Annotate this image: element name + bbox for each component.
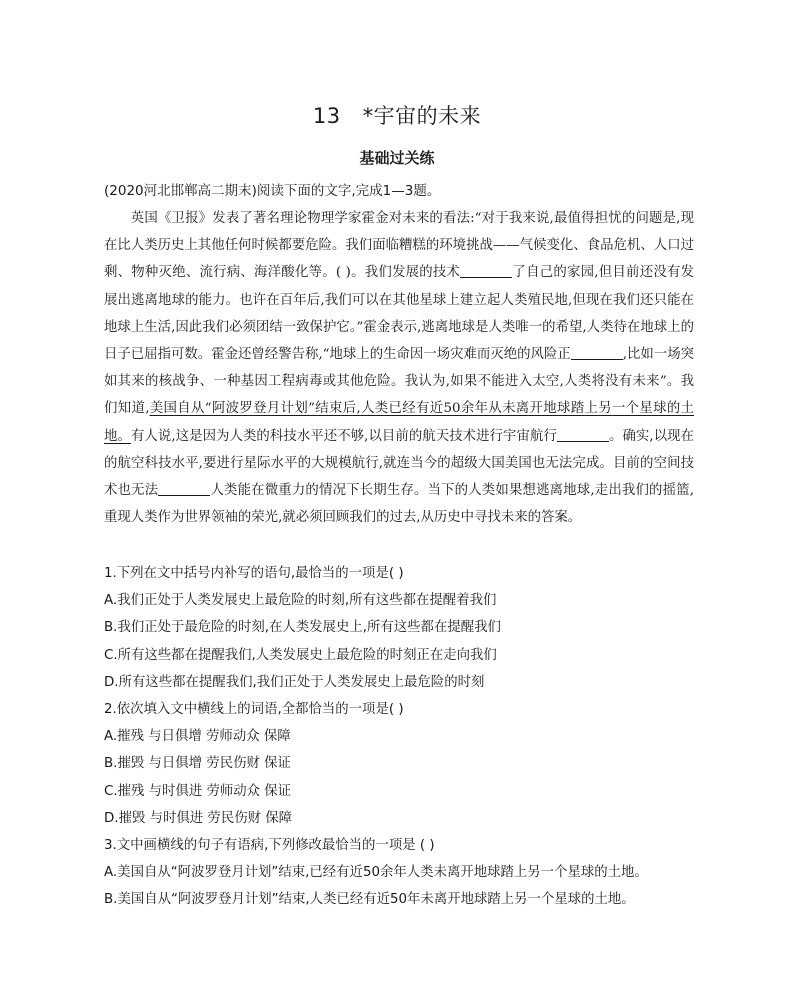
question-3-option-a: A.美国自从“阿波罗登月计划”结束,已经有近50余年人类未离开地球踏上另一个星球的土地。 bbox=[104, 865, 648, 881]
question-2-option-d: D.摧毁 与时俱进 劳民伤财 保障 bbox=[104, 810, 293, 826]
source-line: (2020河北邯郸高二期末)阅读下面的文字,完成1—3题。 bbox=[104, 183, 441, 199]
question-2-option-c: C.摧残 与时俱进 劳师动众 保证 bbox=[104, 783, 292, 799]
lesson-title bbox=[0, 100, 794, 130]
answer-blank-4 bbox=[158, 482, 210, 496]
passage-paragraph bbox=[104, 205, 694, 531]
question-2-option-a: A.摧残 与日俱增 劳师动众 保障 bbox=[104, 729, 291, 745]
section-subtitle: 基础过关练 bbox=[359, 149, 435, 167]
question-3-option-b: B.美国自从“阿波罗登月计划”结束,人类已经有近50年未离开地球踏上另一个星球的土地。 bbox=[104, 892, 635, 908]
question-list bbox=[104, 560, 704, 913]
passage-text: 。确实,以现在的航空科技水平,要进行星际水平的大规模航行,就连当今的超级大国美国也无法完成。目前的空间技术也无法 bbox=[104, 428, 695, 499]
passage-text: 有人说,这是因为人类的科技水平还不够,以目前的航天技术进行宇宙航行 bbox=[130, 428, 557, 444]
answer-blank-2 bbox=[571, 346, 623, 360]
lesson-number: 13 bbox=[312, 104, 341, 128]
passage-text: ,比如一场突如其来的核战争、一种基因工程病毒或其他危险。我认为,如果不能进入太空,人类将没有未来”。我们知道, bbox=[104, 347, 694, 417]
question-1-option-c: C.所有这些都在提醒我们,人类发展史上最危险的时刻正在走向我们 bbox=[104, 647, 497, 663]
question-1-option-b: B.我们正处于最危险的时刻,在人类发展史上,所有这些都在提醒我们 bbox=[104, 620, 501, 636]
answer-blank-3 bbox=[557, 427, 609, 441]
passage-text: 人类能在微重力的情况下长期生存。当下的人类如果想逃离地球,走出我们的摇篮,重现人类作为世界领袖的荣光,就必须回顾我们的过去,从历史中寻找未来的答案。 bbox=[104, 483, 695, 526]
question-1-option-a: A.我们正处于人类发展史上最危险的时刻,所有这些都在提醒着我们 bbox=[104, 593, 497, 609]
question-1-option-d: D.所有这些都在提醒我们,我们正处于人类发展史上最危险的时刻 bbox=[104, 674, 485, 690]
underlined-sentence: 美国自从“阿波罗登月计划”结束后,人类已经有近50余年从未离开地球踏上另一个星球的土地。 bbox=[104, 401, 694, 444]
question-2-option-b: B.摧毁 与日俱增 劳民伤财 保证 bbox=[104, 756, 291, 772]
passage-text: 英国《卫报》发表了著名理论物理学家霍金对未来的看法:“对于我来说,最值得担忧的问题是,现在比人类历史上其他任何时候都要危险。我们面临糟糕的环境挑战——气候变化、食品危机、人口过剩、物种灭绝、流行病、海洋酸化等。( )。我们发展的技术 bbox=[104, 211, 694, 281]
question-2-stem: 2.依次填入文中横线上的词语,全都恰当的一项是( ) bbox=[104, 701, 404, 717]
question-3-stem: 3.文中画横线的句子有语病,下列修改最恰当的一项是 ( ) bbox=[104, 837, 435, 853]
passage-text: 了自己的家园,但目前还没有发展出逃离地球的能力。也许在百年后,我们可以在其他星球上建立起人类殖民地,但现在我们还只能在地球上生活,因此我们必须团结一致保护它。”霍金表示,逃离地球是人类唯一的希望,人类待在地球上的日子已屈指可数。霍金还曾经警告称,“地球上的生命因一场灾难而灭绝的风险正 bbox=[104, 265, 694, 363]
question-1-stem: 1.下列在文中括号内补写的语句,最恰当的一项是( ) bbox=[104, 566, 404, 581]
lesson-name: *宇宙的未来 bbox=[362, 104, 482, 128]
reading-passage bbox=[104, 205, 694, 531]
answer-blank-1 bbox=[460, 264, 512, 278]
